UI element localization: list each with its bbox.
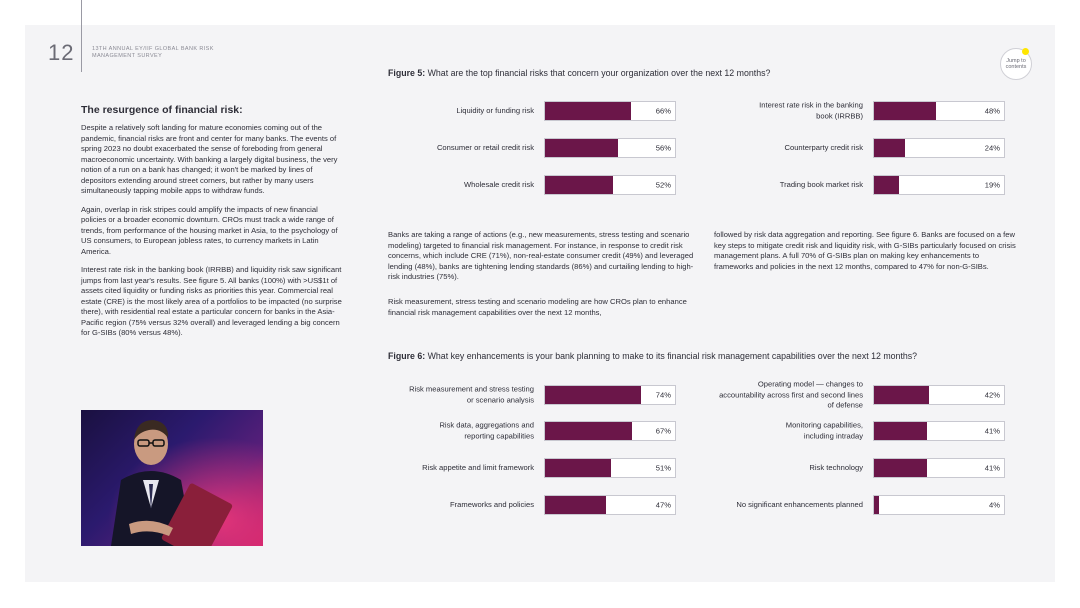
fig6-bar-row bbox=[809, 458, 1005, 478]
fig6-bar-fill bbox=[874, 496, 879, 514]
fig6-bar-track bbox=[873, 421, 1005, 441]
fig5-bar-row bbox=[463, 175, 676, 195]
fig5-bar-value: 19% bbox=[984, 180, 1000, 190]
fig6-bar-label: Operating model — changes to accountability across first and second lines of defense bbox=[719, 379, 863, 410]
jump-to-contents-label[interactable]: Jump to contents bbox=[1005, 58, 1027, 70]
fig6-bar-row bbox=[736, 495, 1005, 515]
fig6-bar-value: 42% bbox=[984, 390, 1000, 400]
figure-6-title bbox=[388, 351, 917, 361]
fig6-bar-fill bbox=[545, 422, 632, 440]
fig6-bar-fill bbox=[874, 422, 927, 440]
fig6-bar-label: Risk data, aggregations and reporting capabilities bbox=[439, 420, 534, 440]
fig6-bar-value: 51% bbox=[655, 463, 671, 473]
fig5-bar-track bbox=[544, 101, 676, 121]
figure-5-question: What are the top financial risks that concern your organization over the next 12 months? bbox=[427, 68, 771, 78]
fig5-bar-track bbox=[544, 138, 676, 158]
fig6-bar-track bbox=[873, 385, 1005, 405]
section-heading: The resurgence of financial risk: bbox=[81, 104, 243, 116]
figure-5-title bbox=[388, 68, 770, 78]
figure-6-label: Figure 6: bbox=[388, 351, 426, 361]
paragraph-3: Interest rate risk in the banking book (IRRBB) and liquidity risk saw significant jumps from last year's results. See figure 5. All banks (100%) with >US$1t of assets cited liquidity or funding risks as priorities this year. Commercial real estate (CRE) is the most likely area of a portfolios to be impacted (no surprise there), with residential real estate a particular concern for banks in the Asia-Pacific region (75% versus 32% overall) and leveraged lending a big concern for G-SIBs (80% versus 48%). bbox=[81, 265, 342, 337]
fig5-bar-label: Trading book market risk bbox=[779, 179, 863, 189]
fig6-bar-value: 41% bbox=[984, 463, 1000, 473]
fig6-bar-fill bbox=[545, 386, 641, 404]
fig6-bar-row bbox=[422, 458, 676, 478]
fig5-bar-label: Liquidity or funding risk bbox=[456, 105, 534, 115]
fig6-bar-fill bbox=[545, 459, 611, 477]
fig5-bar-row bbox=[456, 101, 676, 121]
figure-6-question: What key enhancements is your bank planning to make to its financial risk management capabilities over the next 12 months? bbox=[427, 351, 918, 361]
fig5-bar-track bbox=[873, 175, 1005, 195]
fig6-bar-fill bbox=[545, 496, 606, 514]
fig5-bar-track bbox=[873, 101, 1005, 121]
fig5-bar-label: Counterparty credit risk bbox=[784, 142, 863, 152]
fig6-bar-value: 47% bbox=[655, 500, 671, 510]
middle-paragraph-2: Risk measurement, stress testing and scenario modeling are how CROs plan to enhance financial risk management capabilities over the next 12 months, bbox=[388, 297, 687, 317]
paragraph-2: Again, overlap in risk stripes could amplify the impacts of new financial policies or a broader economic downturn. CROs must track a wide range of trends, from performance of the housing market in Asia, to the psychology of US consumers, to European jobless rates, to currency markets in Latin America. bbox=[81, 204, 338, 256]
fig6-bar-track bbox=[544, 495, 676, 515]
fig6-bar-value: 4% bbox=[989, 500, 1000, 510]
fig5-bar-fill bbox=[545, 176, 613, 194]
fig5-bar-row bbox=[784, 138, 1005, 158]
fig6-bar-row bbox=[785, 420, 1005, 441]
fig6-bar-label: Risk measurement and stress testing or scenario analysis bbox=[409, 384, 534, 404]
fig6-bar-label: Frameworks and policies bbox=[450, 499, 534, 509]
left-column bbox=[81, 104, 343, 347]
fig6-bar-label: Risk appetite and limit framework bbox=[422, 462, 534, 472]
fig5-bar-fill bbox=[874, 102, 936, 120]
fig6-bar-track bbox=[544, 385, 676, 405]
fig6-bar-track bbox=[873, 458, 1005, 478]
fig5-bar-value: 48% bbox=[984, 106, 1000, 116]
fig5-bar-fill bbox=[545, 139, 618, 157]
fig6-bar-row bbox=[439, 420, 676, 441]
yellow-dot-icon bbox=[1022, 48, 1029, 55]
fig5-bar-track bbox=[873, 138, 1005, 158]
photo-illustration bbox=[81, 410, 263, 546]
fig6-bar-fill bbox=[874, 459, 927, 477]
fig5-bar-row bbox=[436, 138, 676, 158]
businessman-tablet-photo bbox=[81, 410, 263, 546]
fig6-bar-row bbox=[450, 495, 676, 515]
fig5-bar-track bbox=[544, 175, 676, 195]
fig5-bar-row bbox=[779, 175, 1005, 195]
fig6-bar-value: 74% bbox=[655, 390, 671, 400]
fig6-bar-label: Monitoring capabilities, including intraday bbox=[785, 420, 863, 440]
fig5-bar-fill bbox=[874, 176, 899, 194]
paragraph-1: Despite a relatively soft landing for mature economies coming out of the pandemic, financial risks are front and center for many banks. The events of spring 2023 no doubt exacerbated the sense of foreboding from general macroeconomic uncertainty. With banking a largely digital business, the very notion of a run on a bank has changed; it won't be marked by lines of depositors extending around street corners, but rather by many users simultaneously tapping mobile apps to withdraw funds. bbox=[81, 123, 338, 195]
middle-paragraph-3: followed by risk data aggregation and reporting. See figure 6. Banks are focused on a few key steps to mitigate credit risk and liquidity risk, with G-SIBs particularly focused on crisis management plans. A full 70% of G-SIBs plan on making key enhancements to frameworks and policies in the next 12 months, compared to 47% for non-G-SIBs. bbox=[714, 230, 1016, 271]
fig6-bar-value: 67% bbox=[655, 426, 671, 436]
fig5-bar-label: Wholesale credit risk bbox=[463, 179, 534, 189]
fig6-bar-track bbox=[544, 421, 676, 441]
fig5-bar-fill bbox=[545, 102, 631, 120]
fig5-bar-row bbox=[759, 100, 1005, 121]
survey-title: 13TH ANNUAL EY/IIF GLOBAL BANK RISK MANAGEMENT SURVEY bbox=[92, 46, 214, 59]
page-number: 12 bbox=[48, 40, 75, 65]
fig6-bar-value: 41% bbox=[984, 426, 1000, 436]
fig6-bar-fill bbox=[874, 386, 929, 404]
fig6-bar-label: No significant enhancements planned bbox=[736, 499, 863, 509]
fig6-bar-track bbox=[544, 458, 676, 478]
header-divider bbox=[81, 0, 82, 72]
fig6-bar-track bbox=[873, 495, 1005, 515]
fig6-bar-row bbox=[409, 384, 676, 405]
fig6-bar-label: Risk technology bbox=[809, 462, 863, 472]
fig5-bar-value: 56% bbox=[655, 143, 671, 153]
fig5-bar-label: Interest rate risk in the banking book (IRRBB) bbox=[759, 100, 863, 120]
fig5-bar-value: 66% bbox=[655, 106, 671, 116]
fig5-bar-label: Consumer or retail credit risk bbox=[436, 142, 534, 152]
middle-paragraph-1: Banks are taking a range of actions (e.g., new measurements, stress testing and scenario modeling) targeted to financial risk management. For instance, in response to credit risk concerns, which include CRE (71%), non-real-estate consumer credit (49%) and leveraged lending (48%), banks are tightening lending standards (86%) and curtailing lending to high-risk industries (75%). bbox=[388, 230, 694, 281]
fig5-bar-fill bbox=[874, 139, 905, 157]
fig6-bar-row bbox=[719, 379, 1005, 410]
fig5-bar-value: 24% bbox=[984, 143, 1000, 153]
fig5-bar-value: 52% bbox=[655, 180, 671, 190]
figure-5-label: Figure 5: bbox=[388, 68, 426, 78]
